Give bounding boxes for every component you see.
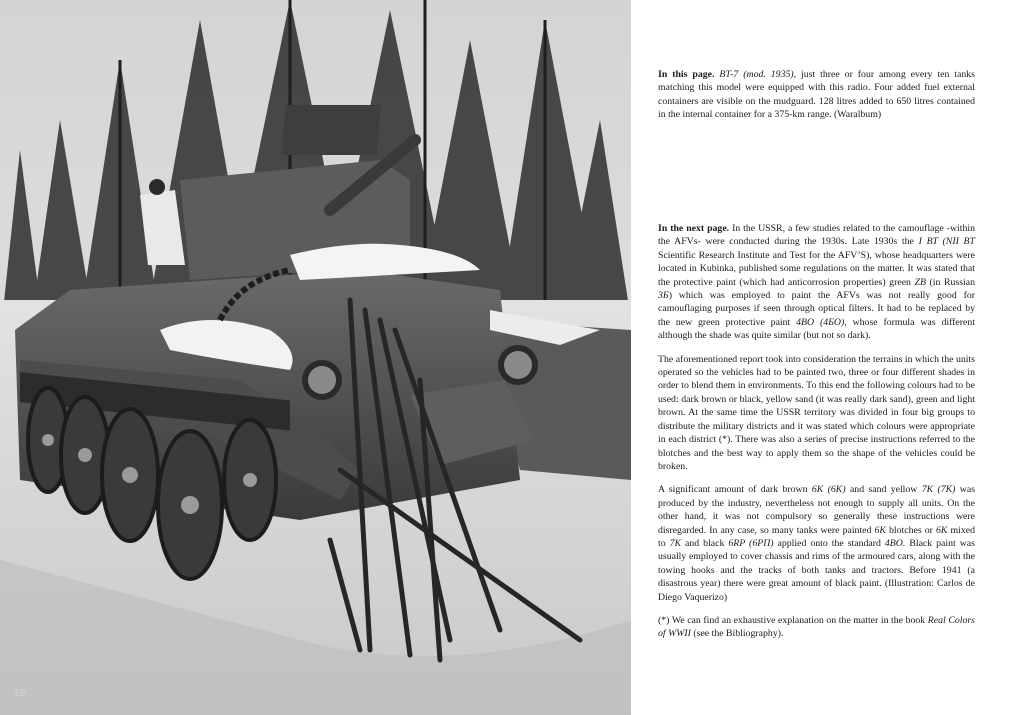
- caption-this-page-paragraph: [658, 68, 975, 122]
- text-run: (in Russian: [925, 276, 975, 288]
- text-run: A significant amount of dark brown: [658, 484, 812, 496]
- text-run: was produced by the industry, nevertheless not enough to supply all units. On the other hand, it was not compulsory so generally these instructions were disregarded. In any case, so many tanks were painted: [658, 484, 976, 536]
- italic-run: 4BO (4БО),: [796, 316, 847, 328]
- italic-run: ZB: [914, 276, 926, 288]
- text-run: whose formula was different although the shade was quite similar (but not so dark).: [658, 316, 975, 342]
- book-title: Real Colors of WWII: [658, 614, 975, 640]
- italic-run: 7K: [669, 537, 682, 549]
- caption-text: just three or four among every ten tanks matching this model were equipped with this radio. Four added fuel external containers are visible on the mudguard. 128 litres added to 650 litres contained in the internal container for a 375-km range. (Waralbum): [658, 69, 975, 121]
- italic-run: 6K: [935, 524, 948, 536]
- text-run: and sand yellow: [845, 484, 922, 496]
- text-run: blotches or: [885, 524, 936, 536]
- caption-next-lead: In the next page.: [658, 223, 730, 234]
- tank-model-sub: (mod. 1935),: [743, 69, 797, 80]
- text-run: and black: [681, 537, 729, 549]
- text-run: (see the Bibliography).: [690, 628, 784, 640]
- caption-next-page: [658, 222, 975, 651]
- italic-run: 4BO.: [884, 537, 906, 549]
- page-number: 10: [14, 688, 26, 699]
- text-run: In the USSR, a few studies related to the camouflage -within the AFVs- were conducted during the 1930s. Late 1930s the: [658, 223, 976, 248]
- caption-next-paragraph-2: The aforementioned report took into consideration the terrains in which the units operated so the vehicles had to be painted two, three or four different shades in order to blend them in environments. To this end the following colours had to be used: dark brown or black, yellow sand (it was really dark sand), green and light brown. At the same time the USSR territory was divided in four big groups to distribute the military districts and it was stated which colours were appropriate in each district (*). There was also a series of precise instructions referred to the blotches and the best way to apply them so the shape of the vehicles could be broken.: [658, 353, 975, 472]
- italic-run: 3Б: [658, 290, 669, 302]
- text-run: (*) We can find an exhaustive explanation on the matter in the book: [658, 614, 928, 626]
- italic-run: 7K (7K): [921, 484, 956, 496]
- caption-lead: In this page.: [658, 69, 715, 80]
- text-run: Scientific Research Institute and Test for the AFV’S), whose headquarters were located in Kubinka, published some regulations on the matter. It was stated that the protective paint (which had anticorrosion properties) green: [658, 249, 975, 288]
- italic-run: 6K (6K): [811, 484, 846, 496]
- tank-model: BT-7: [719, 69, 739, 80]
- text-run: ) which was employed to paint the AFVs was not really good for camouflaging purposes if seen through optical filters. It had to be replaced by the new green protective paint: [658, 290, 975, 328]
- caption-next-paragraph-3: [658, 483, 975, 604]
- text-run: applied onto the standard: [773, 537, 885, 549]
- italic-run: 6K: [874, 524, 886, 536]
- italic-run: I BT (NII BT: [918, 236, 975, 248]
- caption-this-page: [658, 68, 975, 132]
- caption-next-footnote: [658, 614, 975, 641]
- caption-next-paragraph-1: [658, 222, 975, 343]
- italic-run: 6RP (6PП): [728, 537, 774, 549]
- text-run: mixed to: [658, 524, 975, 549]
- text-run: Black paint was usually employed to cover chassis and rims of the armoured cars, along with the towing hooks and the tracks of both tanks and tractors. Before 1941 (a disastrous year) there were great amount of black paint. (Illustration: Carlos de Diego Vaquerizo): [658, 537, 975, 603]
